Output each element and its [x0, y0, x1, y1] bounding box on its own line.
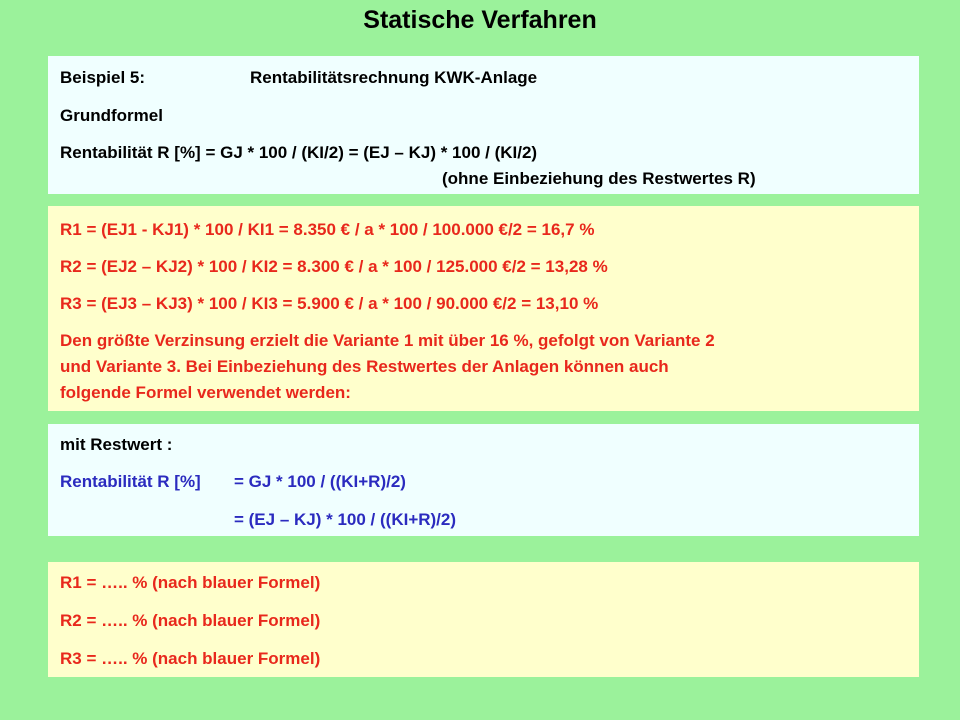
page-title: Statische Verfahren [363, 6, 597, 34]
exercise-r1: R1 = ….. % (nach blauer Formel) [60, 573, 321, 592]
conclusion-line-1: Den größte Verzinsung erzielt die Variante 1 mit über 16 %, gefolgt von Variante 2 [60, 331, 715, 350]
result-r1: R1 = (EJ1 - KJ1) * 100 / KI1 = 8.350 € / a * 100 / 100.000 €/2 = 16,7 % [60, 220, 595, 239]
exercise-r3: R3 = ….. % (nach blauer Formel) [60, 649, 321, 668]
restwert-equation-1: = GJ * 100 / ((KI+R)/2) [234, 472, 406, 491]
restwert-formula-label: Rentabilität R [%] [60, 472, 201, 491]
calculation-box [48, 206, 919, 411]
conclusion-line-3: folgende Formel verwendet werden: [60, 383, 351, 402]
restwert-equation-2: = (EJ – KJ) * 100 / ((KI+R)/2) [234, 510, 457, 529]
example-title: Rentabilitätsrechnung KWK-Anlage [250, 68, 538, 87]
exercise-r2: R2 = ….. % (nach blauer Formel) [60, 611, 321, 630]
result-r2: R2 = (EJ2 – KJ2) * 100 / KI2 = 8.300 € / a * 100 / 125.000 €/2 = 13,28 % [60, 257, 608, 276]
exercise-box [48, 562, 919, 677]
formula-note: (ohne Einbeziehung des Restwertes R) [442, 169, 756, 188]
restwert-heading: mit Restwert : [60, 435, 173, 454]
conclusion-line-2: und Variante 3. Bei Einbeziehung des Restwertes der Anlagen können auch [60, 357, 669, 376]
base-formula: Rentabilität R [%] = GJ * 100 / (KI/2) = (EJ – KJ) * 100 / (KI/2) [60, 143, 538, 162]
example-label: Beispiel 5: [60, 68, 146, 87]
restwert-box [48, 424, 919, 536]
grundformel-label: Grundformel [60, 106, 163, 125]
result-r3: R3 = (EJ3 – KJ3) * 100 / KI3 = 5.900 € / a * 100 / 90.000 €/2 = 13,10 % [60, 294, 599, 313]
intro-box [48, 56, 919, 194]
